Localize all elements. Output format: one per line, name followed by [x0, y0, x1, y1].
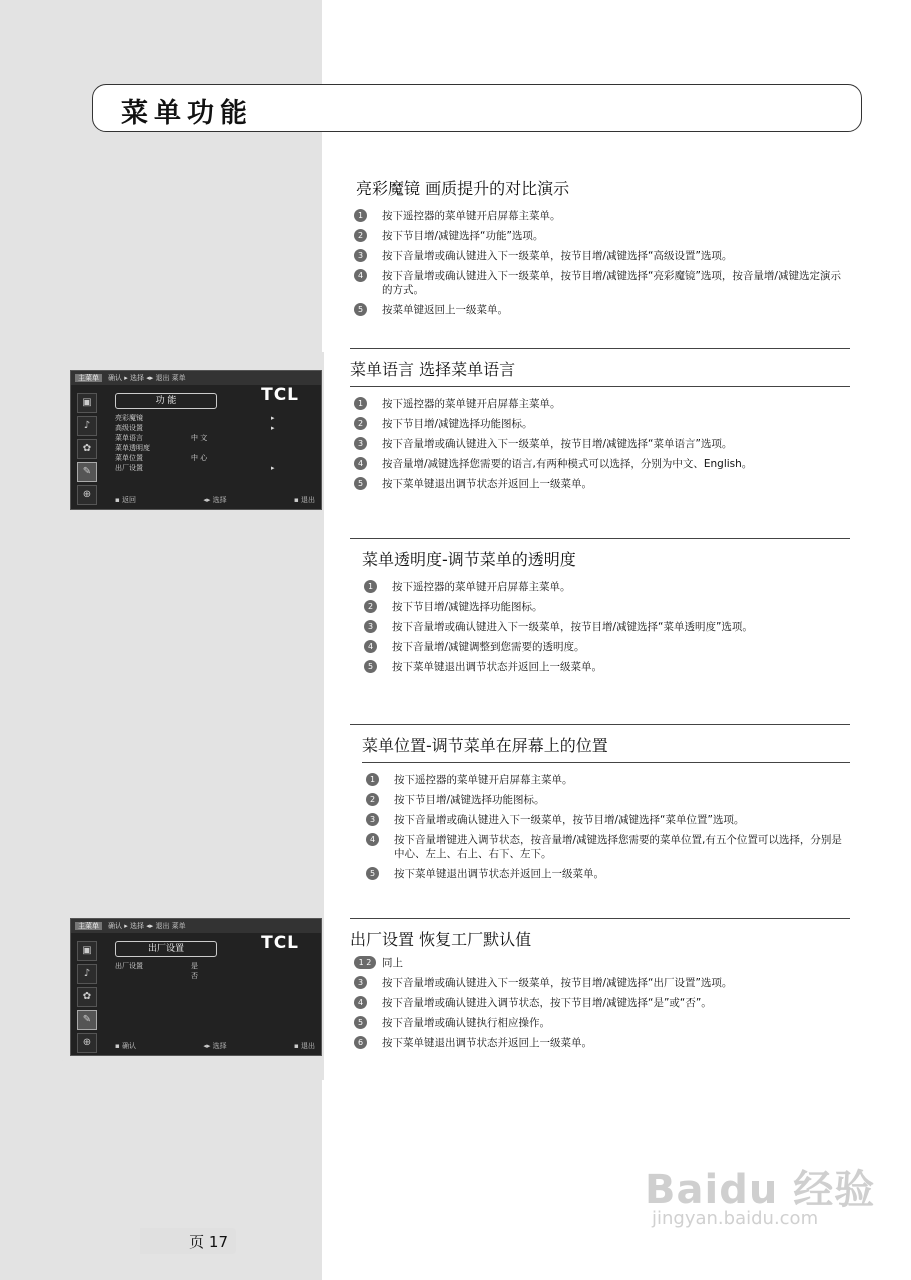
step [362, 773, 850, 787]
tv-topbar-text: 确认 ▸ 选择 ◂▸ 退出 菜单 [108, 922, 186, 930]
tcl-logo: TCL [261, 385, 299, 405]
tv-menu-title: 功 能 [115, 393, 217, 409]
step-text: 按下音量增或确认键进入下一级菜单，按节目增/减键选择“菜单透明度”选项。 [392, 621, 753, 633]
step-text: 按下音量增或确认键进入下一级菜单，按节目增/减键选择“菜单位置”选项。 [394, 814, 745, 826]
step-text: 同上 [382, 957, 403, 969]
divider [350, 724, 850, 725]
step-number: 1 [366, 773, 379, 786]
step-number: 1 [354, 209, 367, 222]
step [350, 303, 850, 317]
step-text: 按下节目增/减键选择功能图标。 [382, 418, 533, 430]
step [350, 249, 850, 263]
divider [350, 386, 850, 387]
step-text: 按下菜单键退出调节状态并返回上一级菜单。 [382, 1037, 592, 1049]
setup-icon: ✿ [77, 439, 97, 459]
step [350, 1036, 850, 1050]
step-text: 按下遥控器的菜单键开启屏幕主菜单。 [392, 581, 571, 593]
step-text: 按下菜单键退出调节状态并返回上一级菜单。 [382, 478, 592, 490]
section-title: 菜单透明度-调节菜单的透明度 [362, 550, 576, 569]
step [362, 833, 850, 861]
step [362, 793, 850, 807]
tv-row-value: 中 文 [191, 434, 208, 442]
section-title: 菜单语言 选择菜单语言 [350, 360, 516, 379]
page-number-tab [140, 1228, 236, 1254]
step [350, 477, 850, 491]
step [350, 956, 850, 970]
steps-list [360, 580, 850, 674]
step-number: 1 [354, 397, 367, 410]
tv-row [115, 443, 285, 453]
tv-row-label: 出厂设置 [115, 962, 143, 970]
steps-list [350, 397, 850, 491]
step-text: 按菜单键返回上一级菜单。 [382, 304, 508, 316]
steps-list [362, 773, 850, 881]
tv-menu-screenshot-function [70, 370, 322, 510]
divider [350, 918, 850, 919]
step-text: 按下遥控器的菜单键开启屏幕主菜单。 [382, 398, 561, 410]
tv-menu-screenshot-factory [70, 918, 322, 1056]
tv-row [115, 413, 285, 423]
tv-row-value: 中 心 [191, 454, 208, 462]
step-number: 3 [354, 249, 367, 262]
tv-foot-confirm: ▪ 确认 [115, 1042, 136, 1050]
step-text: 按下音量增/减键调整到您需要的透明度。 [392, 641, 585, 653]
step [350, 996, 850, 1010]
steps-list [350, 209, 850, 317]
step-number: 4 [354, 996, 367, 1009]
step-text: 按下音量增键进入调节状态，按音量增/减键选择您需要的菜单位置,有五个位置可以选择，分别是中心、左上、右上、右下、左下。 [394, 834, 842, 860]
section-menu-position [350, 724, 850, 887]
arrow-right-icon: ▸ [271, 424, 275, 432]
function-icon: ✎ [77, 462, 97, 482]
tv-footer [115, 495, 315, 505]
step-number: 2 [354, 229, 367, 242]
step-text: 按下遥控器的菜单键开启屏幕主菜单。 [394, 774, 573, 786]
tv-row [115, 423, 285, 433]
step-number: 4 [354, 269, 367, 282]
zoom-icon: ⊕ [77, 485, 97, 505]
setup-icon: ✿ [77, 987, 97, 1007]
sound-icon: ♪ [77, 964, 97, 984]
section-menu-language [350, 348, 850, 497]
step [350, 397, 850, 411]
step-number: 5 [366, 867, 379, 880]
step [350, 417, 850, 431]
step-text: 按下音量增或确认键进入下一级菜单，按节目增/减键选择“出厂设置”选项。 [382, 977, 733, 989]
section-menu-transparency [350, 538, 850, 680]
zoom-icon: ⊕ [77, 1033, 97, 1053]
tv-row [115, 453, 285, 463]
step-number: 5 [354, 303, 367, 316]
step-text: 按音量增/减键选择您需要的语言,有两种模式可以选择，分别为中文、English。 [382, 458, 753, 470]
step-number: 1 2 [354, 956, 376, 969]
tv-row-label: 高级设置 [115, 424, 143, 432]
step-number: 3 [364, 620, 377, 633]
step [362, 867, 850, 881]
sound-icon: ♪ [77, 416, 97, 436]
step-text: 按下节目增/减键选择“功能”选项。 [382, 230, 544, 242]
arrow-right-icon: ▸ [271, 464, 275, 472]
section-brightness-mirror [350, 176, 850, 323]
step-number: 3 [366, 813, 379, 826]
tv-row-value: 否 [191, 972, 198, 980]
section-title: 出厂设置 恢复工厂默认值 [350, 930, 532, 949]
picture-icon: ▣ [77, 393, 97, 413]
step-number: 2 [366, 793, 379, 806]
tv-menu-rows [115, 413, 285, 473]
tv-row [115, 961, 285, 971]
baidu-watermark: Baidu 经验 [645, 1167, 876, 1213]
section-title: 亮彩魔镜 画质提升的对比演示 [356, 179, 570, 198]
steps-list [350, 956, 850, 1050]
tv-foot-exit: ▪ 退出 [294, 1042, 315, 1050]
step-number: 3 [354, 976, 367, 989]
step-text: 按下菜单键退出调节状态并返回上一级菜单。 [394, 868, 604, 880]
divider [350, 348, 850, 349]
step-text: 按下音量增或确认键执行相应操作。 [382, 1017, 550, 1029]
tv-foot-select: ◂▸ 选择 [203, 1042, 227, 1050]
step-text: 按下音量增或确认键进入下一级菜单，按节目增/减键选择“菜单语言”选项。 [382, 438, 733, 450]
tv-tag: 主菜单 [75, 922, 102, 930]
tv-side-icons [77, 393, 95, 508]
step-text: 按下节目增/减键选择功能图标。 [394, 794, 545, 806]
step [360, 600, 850, 614]
tv-row-value: 是 [191, 962, 198, 970]
tv-row [115, 433, 285, 443]
step [350, 1016, 850, 1030]
step-text: 按下音量增或确认键进入调节状态，按下节目增/减键选择“是”或“否”。 [382, 997, 712, 1009]
page-number: 页 17 [189, 1233, 228, 1251]
step-text: 按下音量增或确认键进入下一级菜单，按节目增/减键选择“高级设置”选项。 [382, 250, 733, 262]
step-text: 按下遥控器的菜单键开启屏幕主菜单。 [382, 210, 561, 222]
title-bar [92, 84, 862, 132]
tv-foot-select: ◂▸ 选择 [203, 496, 227, 504]
tv-footer [115, 1041, 315, 1051]
step-number: 5 [364, 660, 377, 673]
picture-icon: ▣ [77, 941, 97, 961]
tv-row-label: 出厂设置 [115, 464, 143, 472]
step [350, 437, 850, 451]
step [350, 976, 850, 990]
step [350, 457, 850, 471]
step-number: 3 [354, 437, 367, 450]
tv-row [115, 463, 285, 473]
step-number: 2 [364, 600, 377, 613]
step-number: 5 [354, 477, 367, 490]
step-number: 4 [366, 833, 379, 846]
step-text: 按下音量增或确认键进入下一级菜单，按节目增/减键选择“亮彩魔镜”选项，按音量增/减键选定演示的方式。 [382, 270, 841, 296]
tv-foot-exit: ▪ 退出 [294, 496, 315, 504]
tv-row [115, 971, 285, 981]
step-number: 4 [364, 640, 377, 653]
step [350, 209, 850, 223]
divider [350, 538, 850, 539]
baidu-watermark-url: jingyan.baidu.com [652, 1208, 819, 1229]
tv-topbar [71, 371, 321, 385]
step-number: 5 [354, 1016, 367, 1029]
tcl-logo: TCL [261, 933, 299, 953]
tv-row-label: 菜单透明度 [115, 444, 150, 452]
step-number: 6 [354, 1036, 367, 1049]
step [360, 580, 850, 594]
step-text: 按下节目增/减键选择功能图标。 [392, 601, 543, 613]
tv-side-icons [77, 941, 95, 1056]
step [362, 813, 850, 827]
tv-row-label: 亮彩魔镜 [115, 414, 143, 422]
tv-row-label: 菜单语言 [115, 434, 143, 442]
step-number: 1 [364, 580, 377, 593]
tv-menu-title: 出厂设置 [115, 941, 217, 957]
arrow-right-icon: ▸ [271, 414, 275, 422]
step-number: 2 [354, 417, 367, 430]
step [360, 640, 850, 654]
tv-menu-rows [115, 961, 285, 981]
divider [362, 762, 850, 763]
tv-row-label: 菜单位置 [115, 454, 143, 462]
step [350, 269, 850, 297]
tv-tag: 主菜单 [75, 374, 102, 382]
section-title: 菜单位置-调节菜单在屏幕上的位置 [362, 736, 608, 755]
step [360, 660, 850, 674]
step-number: 4 [354, 457, 367, 470]
tv-topbar [71, 919, 321, 933]
function-icon: ✎ [77, 1010, 97, 1030]
step-text: 按下菜单键退出调节状态并返回上一级菜单。 [392, 661, 602, 673]
step [350, 229, 850, 243]
tv-foot-back: ▪ 返回 [115, 496, 136, 504]
tv-topbar-text: 确认 ▸ 选择 ◂▸ 退出 菜单 [108, 374, 186, 382]
section-factory-reset [350, 918, 850, 1056]
page-title: 菜单功能 [121, 98, 253, 129]
step [360, 620, 850, 634]
